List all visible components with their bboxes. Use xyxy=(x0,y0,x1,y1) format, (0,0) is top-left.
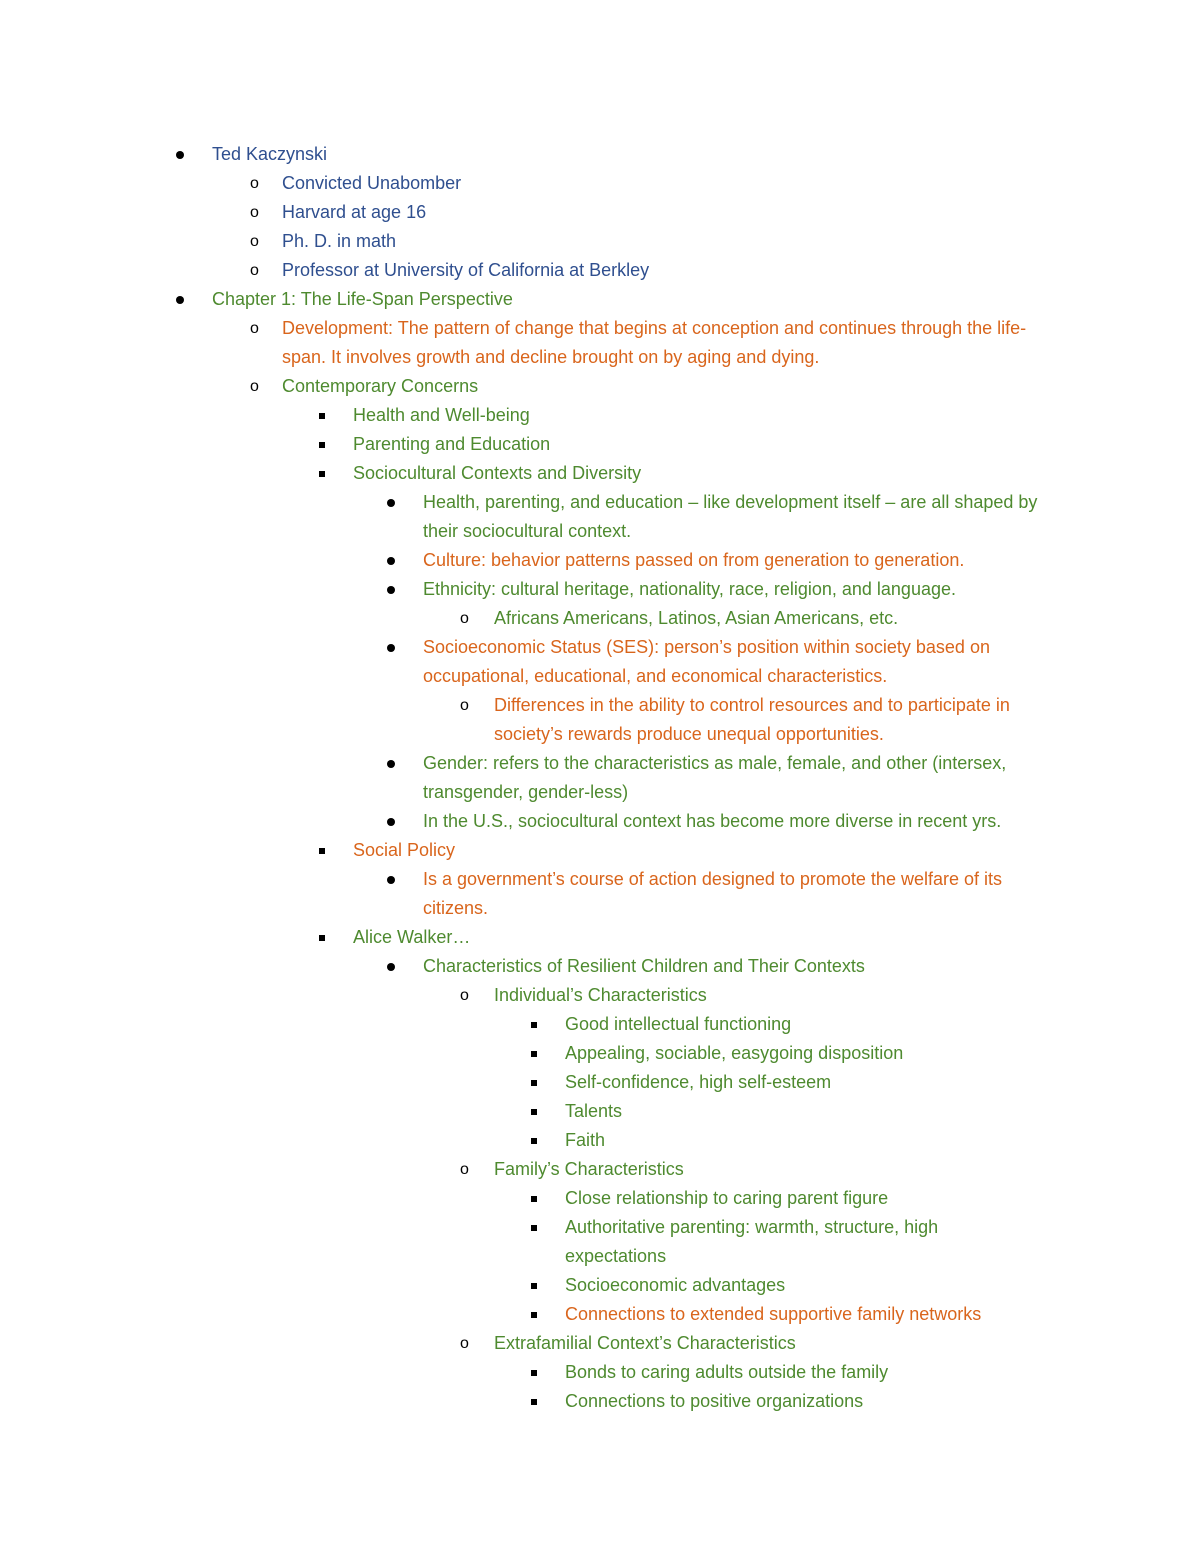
list-item-text: Convicted Unabomber xyxy=(282,173,462,193)
list-item xyxy=(0,1387,1200,1416)
list-item xyxy=(0,1039,1200,1068)
list-item xyxy=(0,1155,1200,1184)
list-item xyxy=(0,749,1200,807)
list-item-text: Socioeconomic Status (SES): person’s position within society based on occupational, educational, and economical characteristics. xyxy=(423,637,990,686)
list-item-text: Is a government’s course of action designed to promote the welfare of its citizens. xyxy=(423,869,1002,918)
list-item xyxy=(0,1329,1200,1358)
list-item-text: Socioeconomic advantages xyxy=(565,1275,786,1295)
list-item xyxy=(0,1126,1200,1155)
list-item xyxy=(0,1213,1200,1271)
list-item xyxy=(0,372,1200,401)
list-item xyxy=(0,198,1200,227)
list-item xyxy=(0,140,1200,169)
list-item xyxy=(0,430,1200,459)
list-item-text: Social Policy xyxy=(353,840,456,860)
list-item xyxy=(0,1010,1200,1039)
list-item xyxy=(0,575,1200,604)
list-item xyxy=(0,633,1200,691)
list-item xyxy=(0,227,1200,256)
outline-heading-ted: Ted Kaczynski xyxy=(212,144,328,164)
list-item xyxy=(0,1300,1200,1329)
list-item-text: Bonds to caring adults outside the family xyxy=(565,1362,889,1382)
list-item-text: Ethnicity: cultural heritage, nationality, race, religion, and language. xyxy=(423,579,956,599)
list-item xyxy=(0,604,1200,633)
list-item-text: In the U.S., sociocultural context has become more diverse in recent yrs. xyxy=(423,811,1002,831)
list-item-text: Health, parenting, and education – like development itself – are all shaped by their sociocultural context. xyxy=(423,492,1038,541)
list-item xyxy=(0,807,1200,836)
list-item xyxy=(0,256,1200,285)
list-item xyxy=(0,1097,1200,1126)
list-item xyxy=(0,1184,1200,1213)
list-item xyxy=(0,1068,1200,1097)
list-item-text: Talents xyxy=(565,1101,623,1121)
list-item-text: Gender: refers to the characteristics as male, female, and other (intersex, transgender, gender-less) xyxy=(423,753,1007,802)
list-item-text: Close relationship to caring parent figure xyxy=(565,1188,889,1208)
list-item-text: Parenting and Education xyxy=(353,434,551,454)
list-item xyxy=(0,865,1200,923)
list-item-text: Professor at University of California at Berkley xyxy=(282,260,650,280)
list-item-text: Family’s Characteristics xyxy=(494,1159,684,1179)
list-item-text: Characteristics of Resilient Children and Their Contexts xyxy=(423,956,865,976)
list-item xyxy=(0,1358,1200,1387)
list-item xyxy=(0,169,1200,198)
list-item-text: Individual’s Characteristics xyxy=(494,985,707,1005)
list-item xyxy=(0,314,1200,372)
list-item-text: Connections to positive organizations xyxy=(565,1391,864,1411)
list-item-text: Faith xyxy=(565,1130,606,1150)
list-item-text: Contemporary Concerns xyxy=(282,376,479,396)
list-item xyxy=(0,952,1200,981)
list-item xyxy=(0,836,1200,865)
development-definition: Development: The pattern of change that begins at conception and continues through the life-span. It involves growth and decline brought on by aging and dying. xyxy=(282,318,1027,367)
list-item-text: Differences in the ability to control resources and to participate in society’s rewards produce unequal opportunities. xyxy=(494,695,1010,744)
list-item xyxy=(0,459,1200,488)
list-item-text: Appealing, sociable, easygoing disposition xyxy=(565,1043,904,1063)
list-item-text: Alice Walker… xyxy=(353,927,471,947)
list-item-text: Connections to extended supportive family networks xyxy=(565,1304,982,1324)
list-item-text: Africans Americans, Latinos, Asian Americans, etc. xyxy=(494,608,899,628)
list-item xyxy=(0,923,1200,952)
list-item xyxy=(0,546,1200,575)
list-item xyxy=(0,488,1200,546)
list-item xyxy=(0,285,1200,314)
list-item-text: Sociocultural Contexts and Diversity xyxy=(353,463,642,483)
list-item-text: Extrafamilial Context’s Characteristics xyxy=(494,1333,796,1353)
list-item-text: Ph. D. in math xyxy=(282,231,397,251)
list-item xyxy=(0,981,1200,1010)
list-item xyxy=(0,401,1200,430)
list-item-text: Health and Well-being xyxy=(353,405,530,425)
list-item-text: Authoritative parenting: warmth, structure, high expectations xyxy=(565,1217,939,1266)
list-item-text: Culture: behavior patterns passed on from generation to generation. xyxy=(423,550,965,570)
list-item-text: Self-confidence, high self-esteem xyxy=(565,1072,832,1092)
document-page xyxy=(0,140,1200,1416)
outline-heading-chapter: Chapter 1: The Life-Span Perspective xyxy=(212,289,513,309)
list-item xyxy=(0,1271,1200,1300)
list-item xyxy=(0,691,1200,749)
list-item-text: Good intellectual functioning xyxy=(565,1014,792,1034)
list-item-text: Harvard at age 16 xyxy=(282,202,427,222)
